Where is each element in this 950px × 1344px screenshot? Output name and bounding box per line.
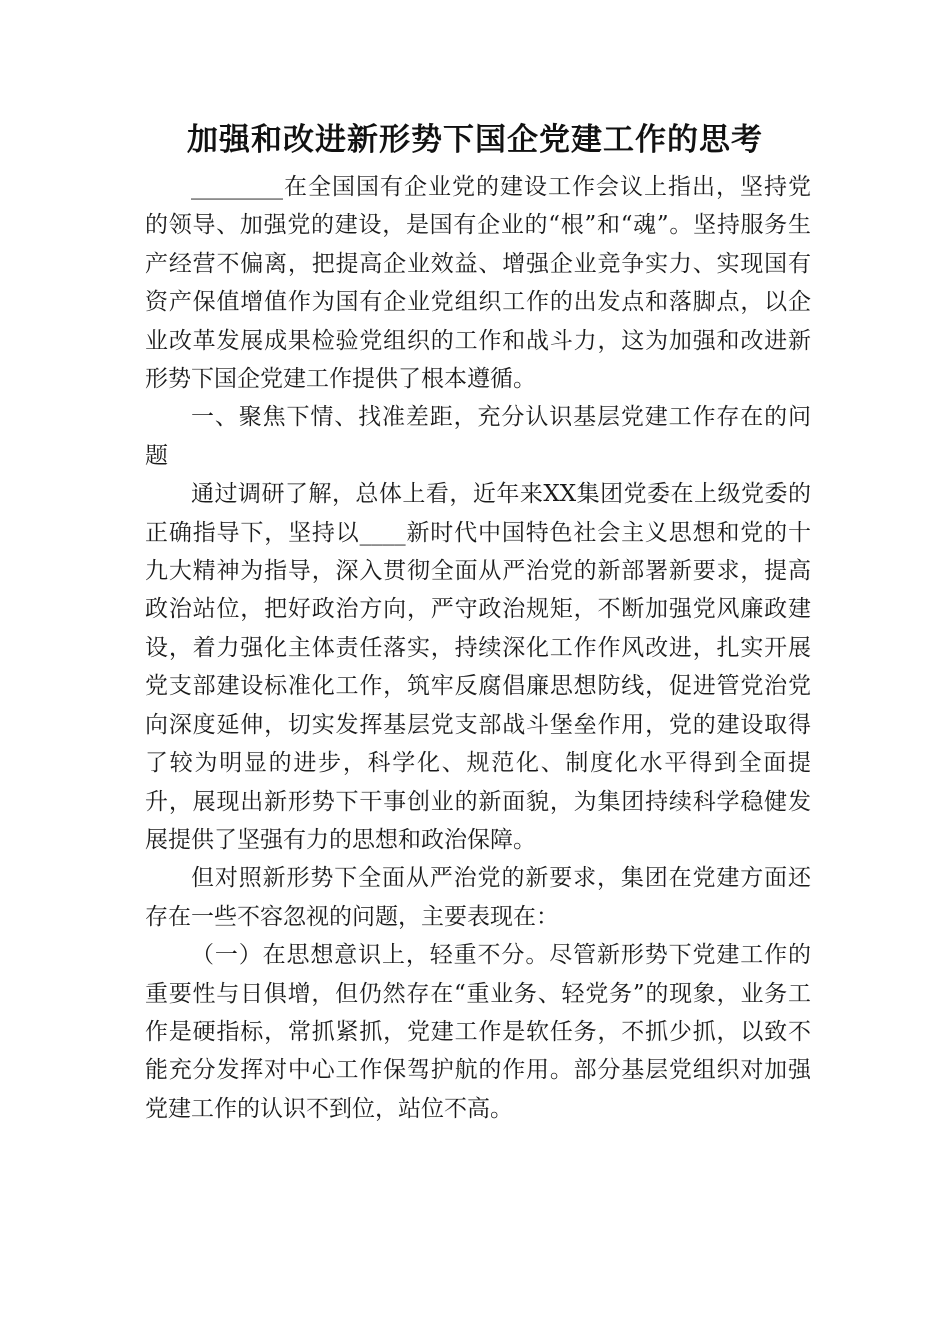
section-heading-1: 一、聚焦下情、找准差距，充分认识基层党建工作存在的问题: [145, 404, 811, 469]
document-title: 加强和改进新形势下国企党建工作的思考: [187, 122, 763, 158]
document-body: [145, 168, 811, 1128]
paragraph-problem-1: （一）在思想意识上，轻重不分。尽管新形势下党建工作的重要性与日俱增，但仍然存在“重业务、轻党务”的现象，业务工作是硬指标，常抓紧抓，党建工作是软任务，不抓少抓，以致不能充分发挥对中心工作保驾护航的作用。部分基层党组织对加强党建工作的认识不到位，站位不高。: [145, 942, 811, 1122]
paragraph-problems-intro: 但对照新形势下全面从严治党的新要求，集团在党建方面还存在一些不容忽视的问题，主要表现在：: [145, 865, 811, 930]
paragraph-survey: 通过调研了解，总体上看，近年来XX集团党委在上级党委的正确指导下，坚持以____新时代中国特色社会主义思想和党的十九大精神为指导，深入贯彻全面从严治党的新部署新要求，提高政治站位，把好政治方向，严守政治规矩，不断加强党风廉政建设，着力强化主体责任落实，持续深化工作作风改进，扎实开展党支部建设标准化工作，筑牢反腐倡廉思想防线，促进管党治党向深度延伸，切实发挥基层党支部战斗堡垒作用，党的建设取得了较为明显的进步，科学化、规范化、制度化水平得到全面提升，展现出新形势下干事创业的新面貌，为集团持续科学稳健发展提供了坚强有力的思想和政治保障。: [145, 481, 811, 853]
paragraph-intro: ________在全国国有企业党的建设工作会议上指出，坚持党的领导、加强党的建设，是国有企业的“根”和“魂”。坚持服务生产经营不偏离，把提高企业效益、增强企业竞争实力、实现国有资产保值增值作为国有企业党组织工作的出发点和落脚点，以企业改革发展成果检验党组织的工作和战斗力，这为加强和改进新形势下国企党建工作提供了根本遵循。: [145, 174, 811, 393]
